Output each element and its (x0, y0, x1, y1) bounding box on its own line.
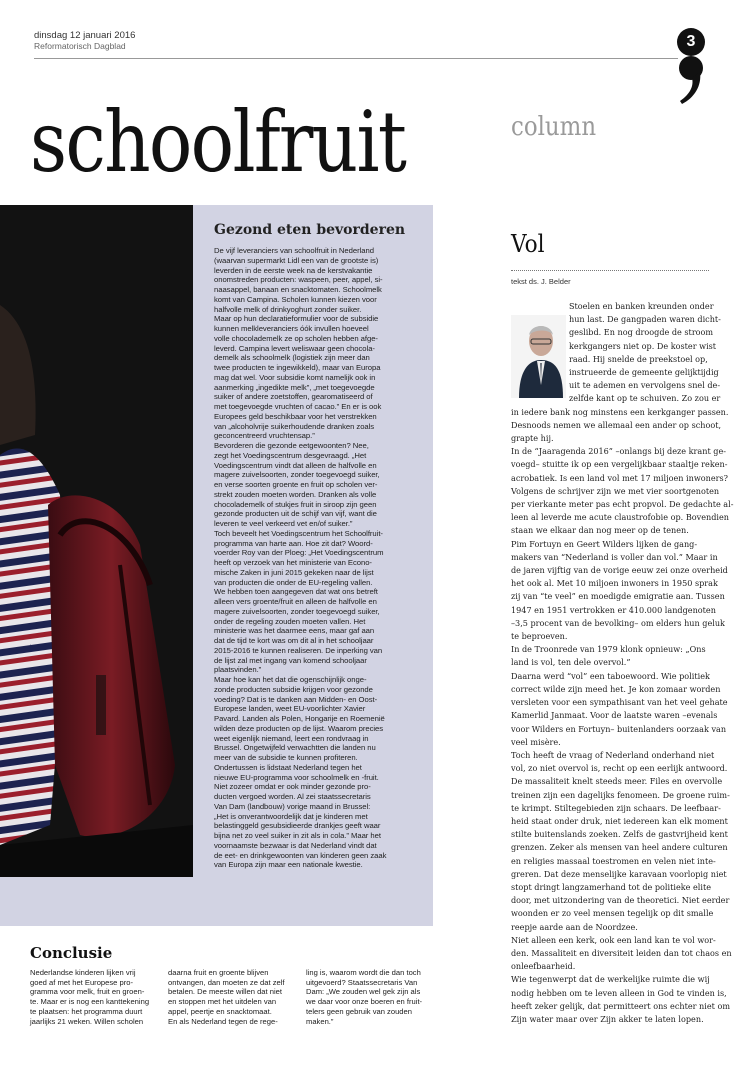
page-number-badge: 3 (677, 28, 705, 56)
column-body-line: grenzen. Zeker als mensen van heel andere culturen (511, 842, 728, 853)
column-body-line: Pim Fortuyn en Geert Wilders lijken de gang- (511, 538, 698, 549)
column-body-line: heeft zeker gelijk, dat permitteert ons echter niet om (511, 1000, 731, 1011)
section-title: schoolfruit (30, 93, 406, 191)
column-body-line: voor Wilders en Fortuyn– buitenlanders oorzaak van (511, 723, 727, 734)
header-divider (34, 58, 678, 59)
column-byline: tekst ds. J. Belder (511, 277, 571, 286)
column-body-line: instrueerde de gemeente gelijktijdig (569, 367, 719, 378)
column-body-line: stilte buitenslands zoeken. Zelfs de gastvrijheid kent (511, 829, 728, 840)
column-body (511, 300, 734, 1026)
column-body-line: In de Troonrede van 1979 klonk opnieuw: „Ons (511, 644, 706, 655)
column-title: Vol (511, 230, 545, 258)
column-body-line: versleten voor een sympathisant van het veel gehate (511, 697, 728, 708)
conclusion-column-1: Nederlandse kinderen lijken vrij goed af met het Europese pro- gramma voor melk, fruit en groen- te. Maar er is nog een kanttekening te plaatsen: het programma duurt jaarlijks 21 weken. Willen scholen (30, 968, 150, 1026)
column-body-line: uit te ademen en vervolgens snel de- (569, 380, 721, 391)
column-body-line: acrobatiek. Is een land vol met 17 miljoen inwoners? (511, 472, 729, 483)
conclusion-column-2: daarna fruit en groente blijven ontvangen, dan moeten ze dat zelf betalen. De meeste willen dat niet en stoppen met het uitdelen van appel, peertje en snacktomaat. En als Nederland tegen de rege- (168, 968, 285, 1026)
column-body-line: Desnoods nemen we allemaal een ander op schoot, (511, 419, 722, 430)
column-body-line: stopt dringt langzamerhand tot de politieke elite (511, 881, 712, 892)
conclusion-column-3: ling is, waarom wordt die dan toch uitgevoerd? Staatssecretaris Van Dam: „We zouden wel gek zijn als we daar voor onze boeren en fruit- telers geen gebruik van zouden maken.” (306, 968, 423, 1026)
column-body-line: de jaren vijftig van de vorige eeuw zei onze overheid (511, 565, 728, 576)
column-body-line: en religies massaal toestromen en velen niet inte- (511, 855, 716, 866)
column-body-line: voegd– stuitte ik op een vergelijkbaar staaltje reken- (511, 459, 728, 470)
column-body-line: Niet alleen een kerk, ook een land kan te vol wor- (511, 934, 716, 945)
column-body-line: hun last. De gangpaden waren dicht- (569, 314, 721, 325)
column-body-line: staan we elkaar dan nog meer op de tenen. (511, 525, 689, 536)
column-body-line: Volgens de schrijver zijn we met vier soortgenoten (511, 485, 720, 496)
article-panel-footer (0, 877, 193, 926)
conclusion-title: Conclusie (30, 944, 113, 962)
column-body-line: greren. Dat deze menselijke karavaan voorlopig niet (511, 868, 727, 879)
column-body-line: Wie tegenwerpt dat de werkelijke ruimte die wij (511, 974, 710, 985)
column-body-line: De massaliteit knelt steeds meer. Files en overvolle (511, 776, 723, 787)
column-body-line: In de “Jaaragenda 2016” –onlangs bij deze krant ge- (511, 446, 726, 457)
header-date: dinsdag 12 januari 2016 (34, 30, 136, 41)
column-body-line: geslibd. En nog droogde de stroom (569, 327, 714, 338)
column-body-line: –3,5 procent van de bevolking– om elders hun geluk (511, 617, 725, 628)
column-body-line: den. Massaliteit en diversiteit leiden dan tot chaos en (511, 947, 732, 958)
column-body-line: leen al leverde me acute claustrofobie op. Bovendien (511, 512, 729, 523)
column-label: column (511, 112, 597, 142)
column-body-line: grapte hij. (511, 433, 554, 444)
column-body-line: Stoelen en banken kreunden onder (569, 301, 714, 311)
column-title-divider (511, 270, 709, 271)
column-body-line: heid staat onder druk, niet iedereen kan elk moment (511, 815, 728, 826)
header-paper-name: Reformatorisch Dagblad (34, 41, 126, 51)
article-body: De vijf leveranciers van schoolfruit in Nederland (waarvan supermarkt Lidl een van de grootste is) leverden in de eerste week na de kerstvakantie onomstreden producten: waspeen, peer, appel, si- naasappel, banaan en snacktomaten. Schoolmelk komt van Campina. Scholen kunnen kiezen voor halfvolle melk of drinkyoghurt zonder suiker. Maar op hun declaratieformulier voor de subsidie kunnen melkleveranciers óók invullen hoeveel volle chocolademelk ze op scholen hebben afge- leverd. Campina levert weliswaar geen chocola- demelk als schoolmelk (logistiek zijn meer dan twee producten te ingewikkeld), maar van Europa mag dat wel. Voor subsidie komt namelijk ook in aanmerking „ingedikte melk”, „met toegevoegde suiker of andere zoetstoffen, gearomatiseerd of met toegevoegde vruchten of cacao.” En er is ook Europees geld beschikbaar voor het verstrekken van „alcoholvrije suikerhoudende dranken zoals geconcentreerd vruchtensap.” Bevorderen die gezonde eetgewoonten? Nee, zegt het Voedingscentrum desgevraagd. „Het Voedingscentrum vindt dat alleen de halfvolle en magere zuivelsoorten, zonder toegevoegd suiker, en verse soorten groente en fruit op scholen ver- strekt zouden moeten worden. Dranken als volle chocolademelk of stukjes fruit in siroop zijn geen gezonde producten uit de schijf van vijf, want die leveren te veel verkeerd vet en/of suiker.” Toch beveelt het Voedingscentrum het Schoolfruit- programma van harte aan. Hoe zit dat? Woord- voerder Roy van der Ploeg: „Het Voedingscentrum heeft op verzoek van het ministerie van Econo- mische Zaken in juni 2015 gekeken naar de lijst van producten die onder de EU-regeling vallen. We hebben toen aangegeven dat wat ons betreft alleen vers groente/fruit en alleen de halfvolle en magere zuivelsoorten, zonder toegevoegd suiker, onder de regeling zouden moeten vallen. Het ministerie was het daarmee eens, maar gaf aan dat de tijd te kort was om dit al in het schooljaar 2015-2016 te kunnen realiseren. De inperking van de lijst zal met ingang van komend schooljaar plaatsvinden.” Maar hoe kan het dat die ogenschijnlijk onge- zonde producten subsidie krijgen voor gezonde voeding? Dat is te danken aan Midden- en Oost- Europese landen, weet EU-voorlichter Xavier Pavard. Landen als Polen, Hongarije en Roemenië wilden deze producten op de lijst. Waarom precies weet eigenlijk niemand, leert een rondvraag in Brussel. Ongetwijfeld verwachtten die landen nu meer van de subsidie te kunnen profiteren. Ondertussen is lidstaat Nederland tegen het nieuwe EU-programma voor schoolmelk en -fruit. Niet zozeer omdat er ook minder gezonde pro- ducten vergoed worden. Al zei staatssecretaris Van Dam (landbouw) vorige maand in Brussel: „Het is onverantwoordelijk dat je kinderen met belastinggeld gesubsidieerde drankjes geeft waar bijna net zo veel suiker in zit als in cola.” Maar het voornaamste bezwaar is dat Nederland vindt dat de eet- en drinkgewoonten van kinderen geen zaak van Europa zijn maar een nationale kwestie. (214, 246, 387, 870)
column-body-line: 1947 en 1951 vertrokken er 410.000 landgenoten (511, 604, 716, 615)
article-title: Gezond eten bevorderen (214, 222, 406, 238)
column-body-line: Toch heeft de vraag of Nederland onderhand niet (511, 749, 715, 760)
column-body-line: onleefbaarheid. (511, 961, 576, 972)
column-body-line: reepje aarde aan de Noordzee. (511, 921, 638, 932)
column-body-line: correct wilde zijn meed het. Je kon zomaar worden (511, 683, 721, 694)
column-body-line: veel misère. (511, 736, 561, 747)
column-body-line: Daarna werd “vol” een taboewoord. Wie politiek (511, 670, 710, 681)
column-body-line: treinen zijn een dagelijks fenomeen. De groene ruim- (511, 789, 730, 800)
comma-logo-icon (676, 54, 706, 106)
column-body-line: door, met uitzondering van de theoretici. Niet eerder (511, 895, 730, 906)
column-body-line: nodig hebben om te leven alleen in God te vinden is, (511, 987, 727, 998)
column-body-line: per vierkante meter pas echt propvol. De gedachte al- (511, 499, 734, 510)
column-body-line: zelfde kant op te schuiven. Zo zou er (569, 393, 721, 404)
column-body-line: kerkgangers niet op. De koster wist (569, 340, 717, 351)
column-body-line: makers van “Nederland is voller dan vol.” Maar in (511, 551, 718, 562)
column-body-line: raad. Hij snelde de preekstoel op, (569, 353, 708, 364)
column-body-line: Zijn water maar over Zijn akker te laten lopen. (511, 1013, 704, 1024)
column-body-line: zij van “te veel” en moedigde emigratie aan. Tussen (511, 591, 725, 602)
column-body-line: te krimpt. Stiltegebieden zijn schaars. De leefbaar- (511, 802, 721, 813)
column-body-line: te beproeven. (511, 631, 568, 642)
column-body-line: Kamerlid Janmaat. Voor de laatste waren –evenals (511, 710, 718, 721)
schoolchild-backpack-photo (0, 205, 193, 877)
column-body-line: woonden er zo veel mensen tegelijk op dit smalle (511, 908, 714, 919)
column-body-line: vol, zo niet overvol is, recht op een eerlijk antwoord. (511, 763, 728, 774)
column-body-line: land is vol, ten dele overvol.” (511, 657, 631, 668)
column-body-line: in iedere bank nog minstens een kerkganger passen. (511, 406, 729, 417)
column-body-line: het ook al. Met 10 miljoen inwoners in 1950 sprak (511, 578, 718, 589)
